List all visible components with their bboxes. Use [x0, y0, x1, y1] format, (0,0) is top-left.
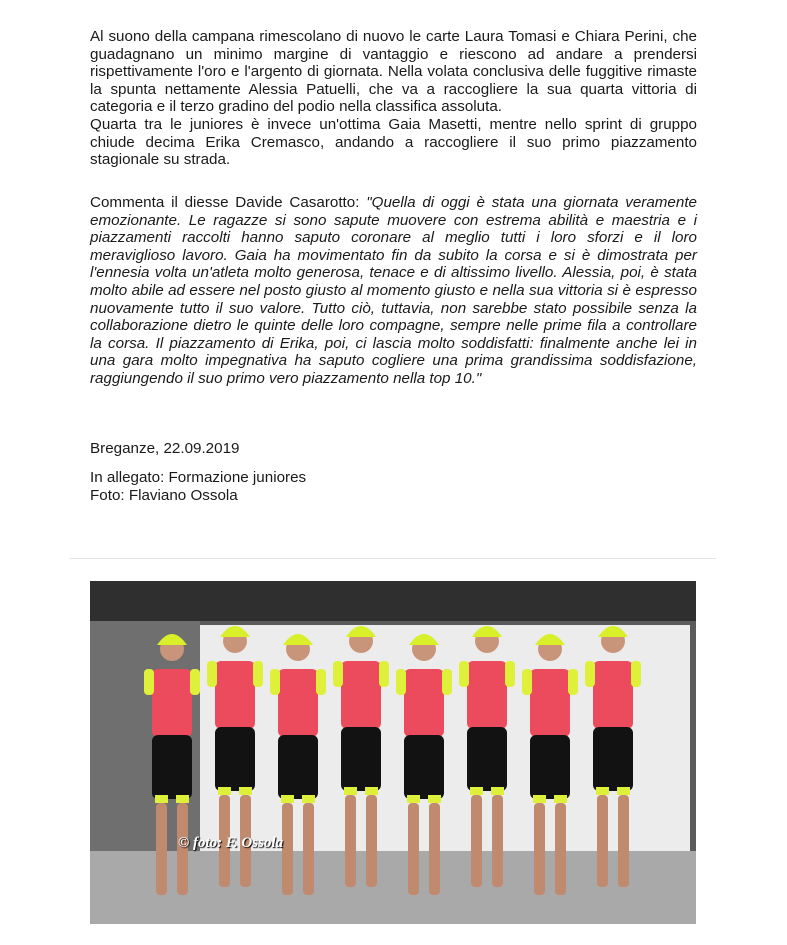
comment-paragraph [90, 194, 697, 388]
rider-shorts [467, 727, 507, 791]
rider-leg [156, 803, 167, 895]
rider-sleeve-right [442, 669, 452, 695]
rider-jersey [467, 661, 507, 729]
rider-sleeve-left [144, 669, 154, 695]
rider-leg-band [281, 795, 294, 803]
attachments-block [90, 469, 697, 504]
rider-leg [534, 803, 545, 895]
rider-leg-band [533, 795, 546, 803]
rider-leg [492, 795, 503, 887]
rider-leg-band [554, 795, 567, 803]
tent-roof [90, 581, 696, 621]
rider-leg [408, 803, 419, 895]
rider-sleeve-left [522, 669, 532, 695]
rider-sleeve-right [253, 661, 263, 687]
rider-leg-band [470, 787, 483, 795]
rider-sleeve-right [379, 661, 389, 687]
place-date: Breganze, 22.09.2019 [90, 440, 240, 457]
rider-leg-band [155, 795, 168, 803]
divider [70, 558, 716, 559]
rider-sleeve-left [585, 661, 595, 687]
rider-sleeve-left [207, 661, 217, 687]
rider-jersey [152, 669, 192, 737]
rider-sleeve-left [459, 661, 469, 687]
rider-sleeve-left [333, 661, 343, 687]
rider-leg [597, 795, 608, 887]
rider-sleeve-right [190, 669, 200, 695]
rider-sleeve-right [631, 661, 641, 687]
rider-leg [618, 795, 629, 887]
rider-leg [366, 795, 377, 887]
rider-leg-band [302, 795, 315, 803]
rider-leg-band [218, 787, 231, 795]
rider-leg-band [491, 787, 504, 795]
rider-jersey [404, 669, 444, 737]
rider-leg-band [176, 795, 189, 803]
rider-leg-band [344, 787, 357, 795]
paragraph-race-summary: Al suono della campana rimescolano di nuovo le carte Laura Tomasi e Chiara Perini, che guadagnano un minimo margine di vantaggio e riescono ad andare a prendersi rispettivamente l'oro e l'argento di giornata. Nella volata conclusiva delle fuggitive rimaste la spunta nettamente Alessia Patuelli, che va a raccogliere la sua quarta vittoria di categoria e il terzo gradino del podio nella classifica assoluta. [90, 28, 697, 116]
photo-credit: Foto: Flaviano Ossola [90, 486, 238, 504]
rider-leg [471, 795, 482, 887]
rider-leg-band [596, 787, 609, 795]
rider-shorts [215, 727, 255, 791]
rider-leg [345, 795, 356, 887]
rider-jersey [215, 661, 255, 729]
article-comment [90, 194, 697, 388]
rider-jersey [278, 669, 318, 737]
rider-leg-band [407, 795, 420, 803]
team-photo-illustration [90, 581, 696, 924]
rider-leg [303, 803, 314, 895]
paragraph-juniores: Quarta tra le juniores è invece un'ottima Gaia Masetti, mentre nello sprint di gruppo chiude decima Erika Cremasco, andando a raccogliere il suo primo piazzamento stagionale su strada. [90, 115, 697, 169]
rider-sleeve-right [568, 669, 578, 695]
rider-leg-band [617, 787, 630, 795]
rider-leg-band [428, 795, 441, 803]
rider-leg [282, 803, 293, 895]
rider-sleeve-right [505, 661, 515, 687]
rider-shorts [404, 735, 444, 799]
rider-shorts [152, 735, 192, 799]
rider-sleeve-left [270, 669, 280, 695]
rider-shorts [593, 727, 633, 791]
rider-leg [555, 803, 566, 895]
rider-shorts [341, 727, 381, 791]
team-photo [90, 581, 696, 924]
photo-watermark: © foto: F. Ossola [178, 835, 284, 851]
rider-jersey [530, 669, 570, 737]
rider-leg-band [365, 787, 378, 795]
attachment-line: In allegato: Formazione juniores [90, 469, 307, 486]
rider-sleeve-right [316, 669, 326, 695]
rider-leg-band [239, 787, 252, 795]
rider-leg [429, 803, 440, 895]
rider-shorts [530, 735, 570, 799]
rider-jersey [341, 661, 381, 729]
comment-quote: "Quella di oggi è stata una giornata veramente emozionante. Le ragazze si sono sapute muovere con estrema abilità e maestria e i piazzamenti raccolti hanno saputo coronare al meglio tutti i loro sforzi e il loro meraviglioso lavoro. Gaia ha movimentato fin da subito la corsa e si è dimostrata per l'ennesia volta un'atleta molto generosa, tenace e di altissimo livello. Alessia, poi, è stata molto abile ad essere nel posto giusto al momento giusto e nella sua vittoria si è espresso nuovamente tutto il suo valore. Tutto ciò, tuttavia, non sarebbe stato possibile senza la collaborazione dietro le quinte delle loro compagne, sempre nelle prime fila a controllare la corsa. Il piazzamento di Erika, poi, ci lascia molto soddisfatti: finalmente anche lei in una gara molto impegnativa ha saputo cogliere una prima grandissima soddisfazione, raggiungendo il suo primo vero piazzamento nella top 10." [90, 194, 697, 387]
rider-jersey [593, 661, 633, 729]
article-intro [90, 28, 697, 169]
comment-lead: Commenta il diesse Davide Casarotto: [90, 194, 367, 211]
rider-sleeve-left [396, 669, 406, 695]
rider-shorts [278, 735, 318, 799]
